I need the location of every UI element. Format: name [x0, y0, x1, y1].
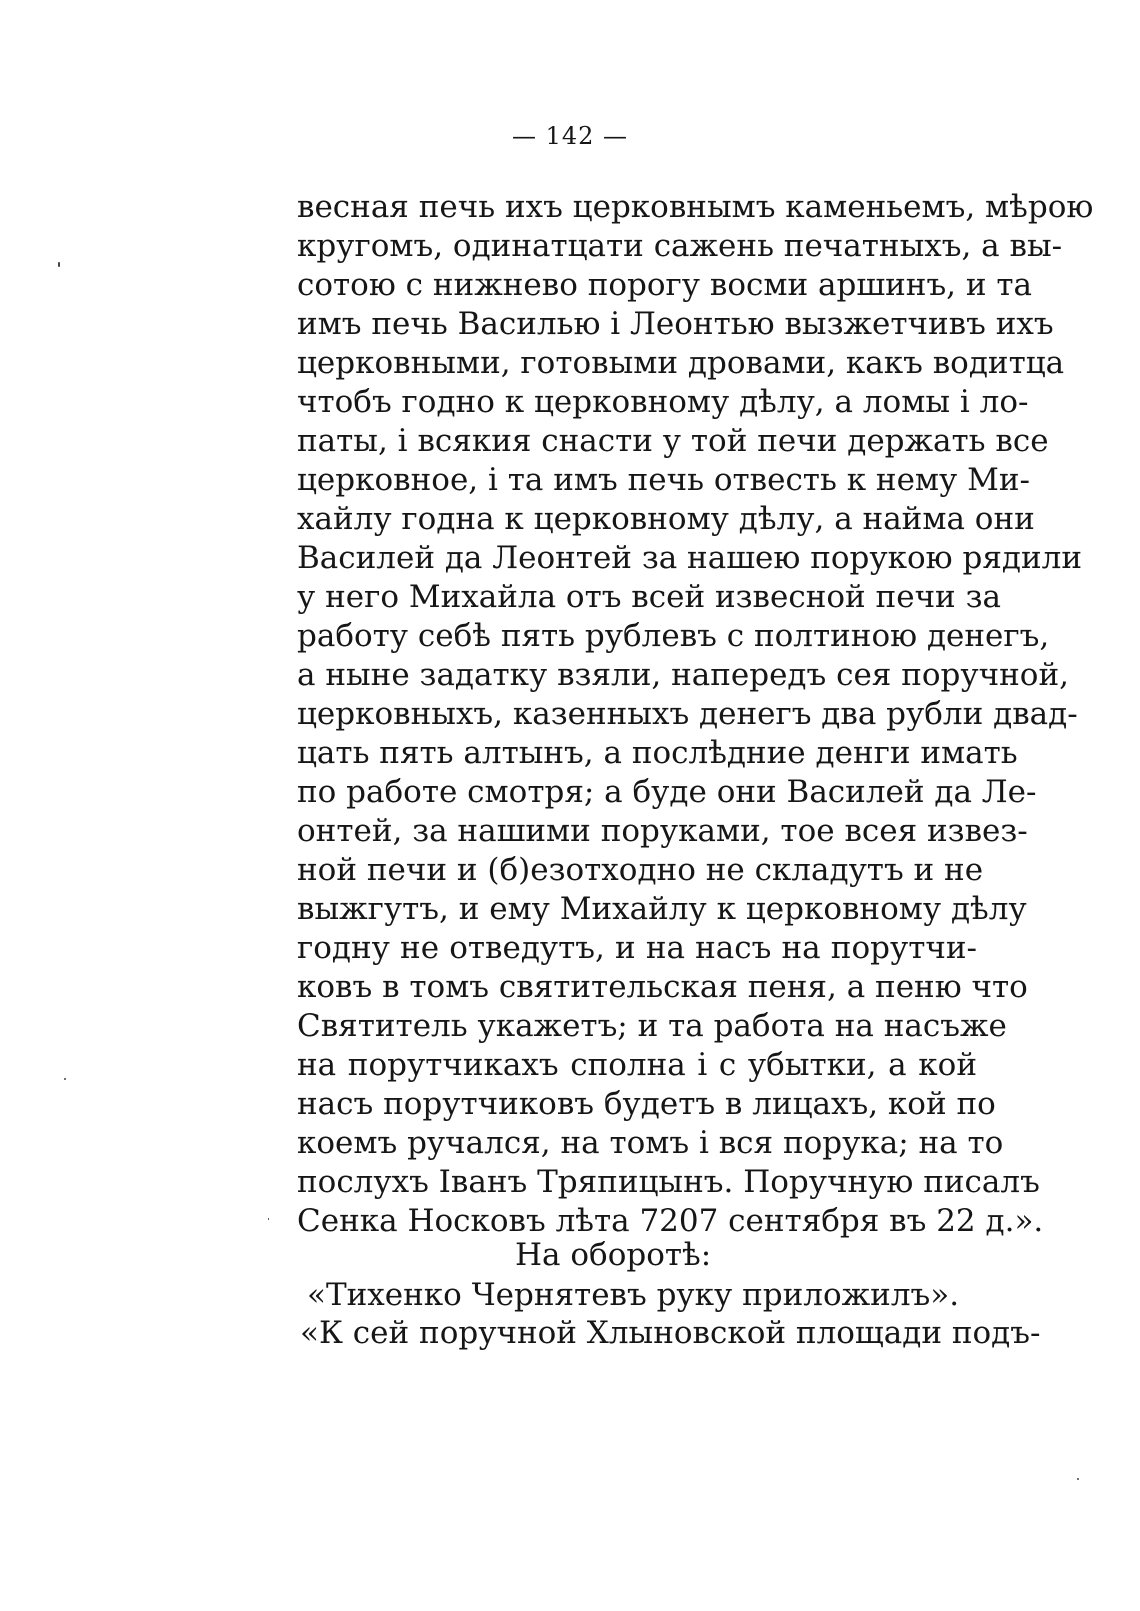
- text-line: послухъ Іванъ Тряпицынъ. Поручную писалъ: [297, 1164, 1040, 1200]
- scan-speck: [1077, 1478, 1079, 1480]
- reverse-side-quote-1: «Тихенко Чернятевъ руку приложилъ».: [307, 1277, 960, 1313]
- text-line: паты, і всякия снасти у той печи держать все: [297, 423, 1049, 459]
- text-line: Василей да Леонтей за нашею порукою рядили: [297, 540, 1083, 576]
- scan-speck: [64, 1078, 66, 1080]
- text-line: кругомъ, одинатцати сажень печатныхъ, а вы-: [297, 228, 1063, 264]
- text-line: на порутчикахъ сполна і с убытки, а кой: [297, 1047, 977, 1083]
- text-line: по работе смотря; а буде они Василей да Ле-: [297, 774, 1037, 810]
- text-line: хайлу годна к церковному дѣлу, а найма они: [297, 501, 1035, 537]
- text-line: ной печи и (б)езотходно не складутъ и не: [297, 852, 984, 888]
- text-line: церковное, і та имъ печь отвесть к нему Ми-: [297, 462, 1031, 498]
- text-line: весная печь ихъ церковнымъ каменьемъ, мѣрою: [297, 189, 1094, 225]
- text-line: работу себѣ пять рублевъ с полтиною денегъ,: [297, 618, 1050, 654]
- text-line: сотою с нижнево порогу восми аршинъ, и та: [297, 267, 1033, 303]
- text-line: чтобъ годно к церковному дѣлу, а ломы і ло-: [297, 384, 1029, 420]
- text-line: церковныхъ, казенныхъ денегъ два рубли двад-: [297, 696, 1078, 732]
- text-line: Сенка Носковъ лѣта 7207 сентября въ 22 д.».: [297, 1203, 1044, 1239]
- text-line: у него Михайла отъ всей извесной печи за: [297, 579, 1001, 615]
- text-line: цать пять алтынъ, а послѣдние денги имать: [297, 735, 1018, 771]
- text-line: выжгутъ, и ему Михайлу к церковному дѣлу: [297, 891, 1027, 927]
- page-number: — 142 —: [511, 122, 629, 150]
- text-line: Святитель укажетъ; и та работа на насъже: [297, 1008, 1007, 1044]
- text-line: ковъ в томъ святительская пеня, а пеню что: [297, 969, 1028, 1005]
- main-text-block: [297, 188, 1094, 1241]
- scan-speck: [268, 1218, 269, 1220]
- text-line: насъ порутчиковъ будетъ в лицахъ, кой по: [297, 1086, 996, 1122]
- text-line: онтей, за нашими поруками, тое всея извез-: [297, 813, 1028, 849]
- reverse-side-heading: На оборотѣ:: [515, 1237, 712, 1273]
- text-line: имъ печь Василью і Леонтью вызжетчивъ ихъ: [297, 306, 1054, 342]
- text-line: а ныне задатку взяли, напередъ сея поручной,: [297, 657, 1069, 693]
- text-line: церковными, готовыми дровами, какъ водитца: [297, 345, 1065, 381]
- reverse-side-quote-2: «К сей поручной Хлыновской площади подъ-: [300, 1315, 1041, 1351]
- scan-speck: [58, 262, 60, 267]
- text-line: коемъ ручался, на томъ і вся порука; на то: [297, 1125, 1004, 1161]
- text-line: годну не отведутъ, и на насъ на порутчи-: [297, 930, 977, 966]
